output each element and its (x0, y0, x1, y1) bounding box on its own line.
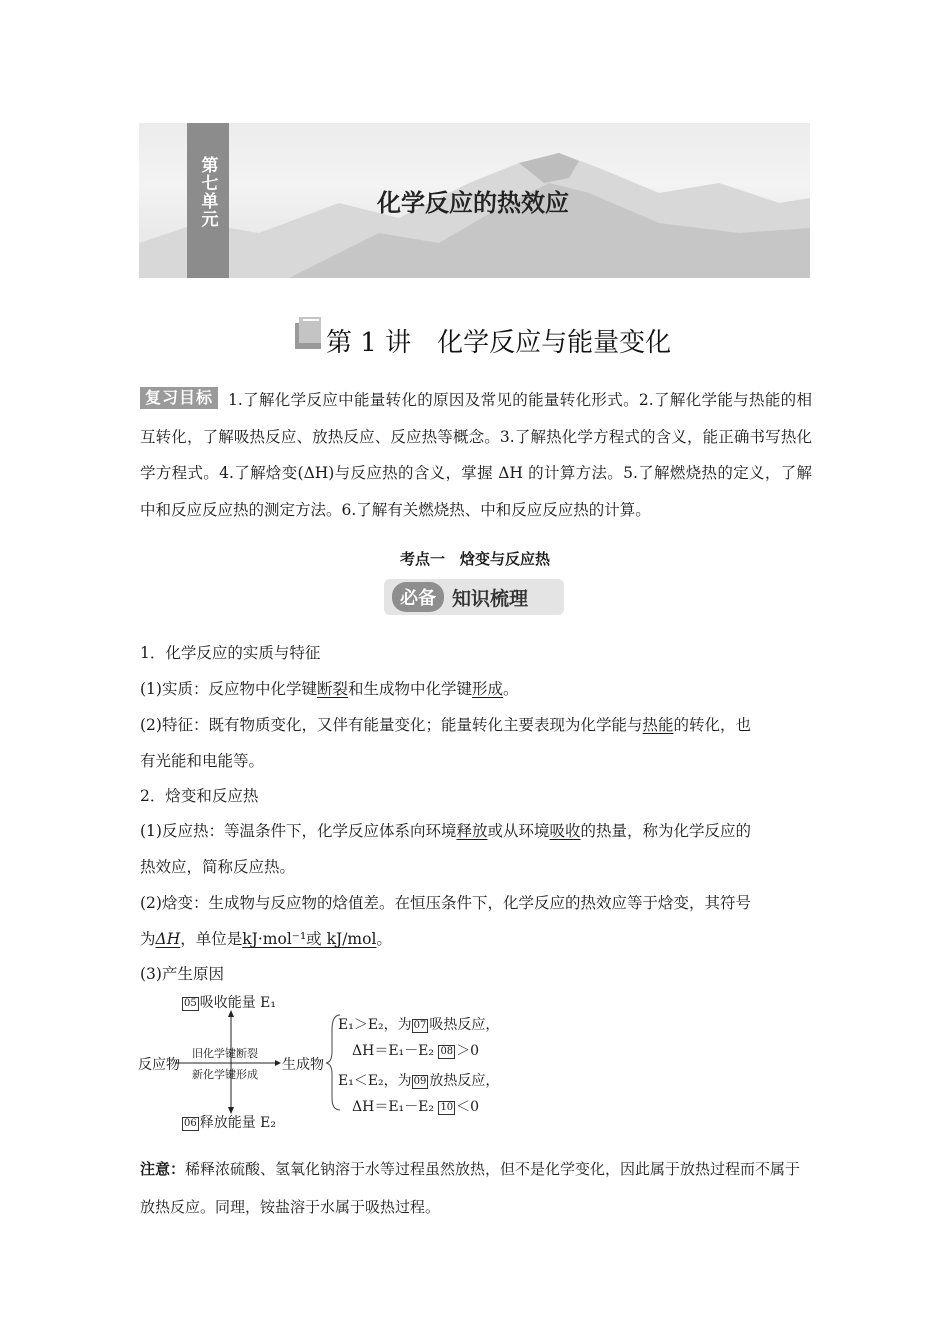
blank-number: 09 (413, 1076, 427, 1087)
blank-number: 05 (184, 998, 197, 1009)
goals-badge: 复习目标 (140, 387, 218, 409)
text: 。 (376, 930, 392, 948)
section-heading: 考点一 焓变与反应热 (399, 550, 550, 568)
answer-blank: 断裂 (316, 680, 348, 698)
heading-cause: (3)产生原因 (140, 965, 224, 983)
reactant-label: 反应物 (138, 1057, 180, 1073)
text: 吸收能量 E₁ (199, 995, 277, 1011)
text: 和生成物中化学键 (347, 680, 472, 698)
arrow-label-top: 旧化学键断裂 (192, 1047, 258, 1060)
paragraph-feature-cont: 有光能和电能等。 (140, 752, 265, 770)
text: 的热量，称为化学反应的 (580, 822, 752, 840)
text: 为 (140, 930, 156, 948)
heading-1: 1．化学反应的实质与特征 (140, 644, 321, 662)
text: 释放能量 E₂ (199, 1115, 277, 1131)
chapter-title: 化学反应的热效应 (377, 188, 569, 217)
paragraph-feature (140, 714, 812, 736)
paragraph-reaction-heat (140, 820, 812, 842)
text: E₁＞E₂，为 (338, 1017, 412, 1033)
text: 的转化，也 (673, 716, 751, 734)
release-energy (182, 1112, 276, 1132)
paragraph-reaction-heat-cont: 热效应，简称反应热。 (140, 858, 296, 876)
answer-blank: 释放 (456, 822, 488, 840)
paragraph-essence (140, 678, 812, 700)
answer-blank: 形成 (472, 680, 504, 698)
product-label: 生成物 (282, 1057, 324, 1073)
case-endothermic (338, 1014, 499, 1034)
text: ΔH＝E₁－E₂ (352, 1043, 434, 1059)
absorb-energy (182, 992, 276, 1012)
note-label: 注意： (140, 1160, 186, 1178)
unit-tab (187, 123, 229, 278)
text: ＜0 (456, 1099, 480, 1115)
text: ，单位是 (180, 930, 243, 948)
answer-blank: kJ·mol⁻¹或 kJ/mol (242, 930, 377, 948)
blank-number: 06 (184, 1118, 197, 1129)
answer-blank: ΔH (155, 930, 181, 948)
arrow-label-bottom: 新化学键形成 (192, 1068, 258, 1081)
review-goals (140, 382, 812, 528)
book-icon (293, 315, 323, 351)
case-exothermic (338, 1070, 499, 1090)
goals-text: 1.了解化学反应中能量转化的原因及常见的能量转化形式。2.了解化学能与热能的相互转化，了解吸热反应、放热反应、反应热等概念。3.了解热化学方程式的含义，能正确书写热化学方程式。4.了解焓变(ΔH)与反应热的含义，掌握 ΔH 的计算方法。5.了解燃烧热的定义，了解中和反应反应热的测定方法。6.了解有关燃烧热、中和反应反应热的计算。 (140, 391, 812, 519)
note-text: 稀释浓硫酸、氢氧化钠溶于水等过程虽然放热，但不是化学变化，因此属于放热过程而不属于放热反应。同理，铵盐溶于水属于吸热过程。 (140, 1160, 801, 1216)
blank-number: 10 (440, 1102, 454, 1113)
paragraph-enthalpy-cont (140, 928, 812, 950)
unit-banner (139, 123, 810, 278)
text: (1)实质：反应物中化学键 (140, 680, 317, 698)
text: ΔH＝E₁－E₂ (352, 1099, 434, 1115)
text: 放热反应， (429, 1073, 500, 1089)
text: 吸热反应， (429, 1017, 500, 1033)
heading-2: 2．焓变和反应热 (140, 787, 259, 805)
text: (1)反应热：等温条件下，化学反应体系向环境 (140, 822, 457, 840)
text: ＞0 (456, 1043, 480, 1059)
text: E₁＜E₂，为 (338, 1073, 412, 1089)
paragraph-enthalpy: (2)焓变：生成物与反应物的焓值差。在恒压条件下，化学反应的热效应等于焓变，其符号 (140, 894, 751, 912)
knowledge-pill: 必备 (392, 582, 444, 612)
answer-blank: 热能 (642, 716, 674, 734)
text: (2)特征：既有物质变化，又伴有能量变化；能量转化主要表现为化学能与 (140, 716, 643, 734)
knowledge-label: 知识梳理 (452, 587, 529, 610)
knowledge-banner (384, 579, 564, 615)
blank-number: 08 (440, 1046, 454, 1057)
case-endothermic-eq (352, 1040, 479, 1060)
note-paragraph (140, 1150, 812, 1226)
unit-label: 第七单元 (197, 156, 218, 228)
text: 或从环境 (487, 822, 550, 840)
text: 。 (503, 680, 519, 698)
blank-number: 07 (413, 1020, 427, 1031)
energy-diagram (130, 990, 530, 1140)
case-exothermic-eq (352, 1096, 479, 1116)
answer-blank: 吸收 (549, 822, 581, 840)
lecture-title: 第 1 讲 化学反应与能量变化 (326, 328, 672, 358)
